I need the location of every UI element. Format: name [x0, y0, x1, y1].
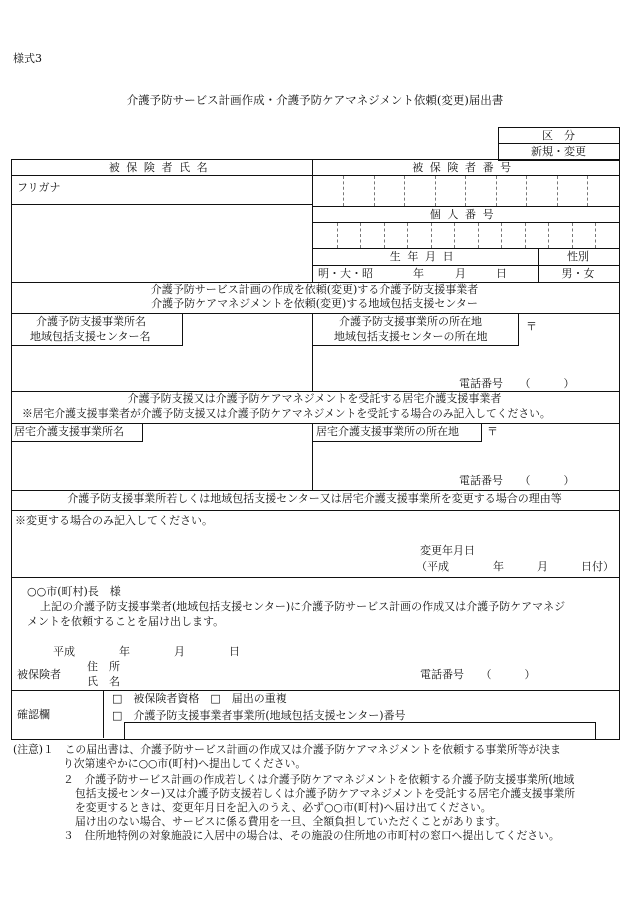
care-name-label: 居宅介護支援事業所名: [14, 425, 124, 438]
form-title: 介護予防サービス計画作成・介護予防ケアマネジメント依頼(変更)届出書: [126, 93, 504, 107]
office-number-boxes[interactable]: [124, 722, 596, 739]
provider-name-label-1: 介護予防支援事業所名: [36, 315, 146, 328]
name-label: 氏 名: [87, 675, 120, 688]
care-postal-mark: 〒: [487, 425, 498, 438]
note-2-line-2: 包括支援センター)又は介護予防支援若しくは介護予防ケアマネジメントを受託する居宅介護支援事業所: [75, 787, 576, 800]
form-number: 様式3: [13, 52, 42, 65]
confirm-label: 確認欄: [17, 708, 50, 721]
provider-phone[interactable]: 電話番号 （ ）: [459, 377, 575, 390]
insured-label: 被保険者: [17, 668, 61, 681]
provider-address-label-1: 介護予防支援事業所の所在地: [339, 315, 482, 328]
provider-postal-mark: 〒: [526, 320, 537, 333]
declaration-date[interactable]: 平成 年 月 日: [53, 645, 240, 658]
provider-heading-2: 介護予防ケアマネジメントを依頼(変更)する地域包括支援センター: [151, 297, 478, 310]
provider-name-label-2: 地域包括支援センター名: [30, 330, 151, 343]
gender-options[interactable]: 男・女: [561, 267, 595, 280]
insured-number-header: 被保険者番号: [412, 161, 518, 174]
addressee: ○○市(町村)長 様: [27, 585, 121, 598]
declarant-phone[interactable]: 電話番号 （ ）: [420, 668, 536, 681]
provider-address-field[interactable]: [314, 345, 617, 377]
birth-day-unit: 日: [496, 267, 507, 280]
care-name-field[interactable]: [12, 442, 310, 489]
kubun-value[interactable]: 新規・変更: [531, 145, 586, 158]
confirm-item-office-number[interactable]: □ 介護予防支援事業者事業所(地域包括支援センター)番号: [112, 709, 406, 722]
change-heading: 介護予防支援事業所若しくは地域包括支援センター又は居宅介護支援事業所を変更する場合の理由等: [67, 492, 562, 505]
care-heading-2: ※居宅介護支援事業者が介護予防支援又は介護予防ケアマネジメントを受託する場合のみ記入してください。: [22, 407, 551, 420]
care-address-label: 居宅介護支援事業所の所在地: [316, 425, 459, 438]
note-2-line-3: を変更するときは、変更年月日を記入のうえ、必ず○○市(町村)へ届け出てください。: [75, 801, 492, 814]
declaration-text-1: 上記の介護予防支援事業者(地域包括支援センター)に介護予防サービス計画の作成又は介護予防ケアマネジ: [40, 600, 566, 613]
birth-date-header: 生年月日: [389, 250, 461, 263]
care-heading-1: 介護予防支援又は介護予防ケアマネジメントを受託する居宅介護支援事業者: [127, 392, 502, 405]
insured-name-field[interactable]: [12, 205, 311, 281]
gender-header: 性別: [567, 250, 589, 263]
change-reason-field[interactable]: [12, 530, 617, 544]
birth-era-options[interactable]: 明・大・昭: [318, 267, 373, 280]
provider-heading-1: 介護予防サービス計画の作成を依頼(変更)する介護予防支援事業者: [150, 283, 479, 296]
insured-name-header: 被保険者氏名: [108, 161, 215, 174]
note-2-line-1: ２ 介護予防サービス計画の作成若しくは介護予防ケアマネジメントを依頼する介護予防支援事業所(地域: [63, 773, 575, 786]
note-3: ３ 住所地特例の対象施設に入居中の場合は、その施設の住所地の市町村の窓口へ提出してください。: [63, 829, 560, 842]
my-number-header: 個人番号: [429, 208, 501, 221]
confirm-item-qualification[interactable]: □ 被保険者資格 □ 届出の重複: [112, 692, 287, 705]
note-2-line-4: 届け出のない場合、サービスに係る費用を一旦、全額負担していただくことがあります。: [75, 815, 507, 828]
provider-name-field[interactable]: [12, 345, 310, 390]
care-address-field[interactable]: [314, 442, 617, 472]
provider-address-label-2: 地域包括支援センターの所在地: [334, 330, 488, 343]
declarant-name-field[interactable]: [130, 674, 410, 688]
furigana-label: フリガナ: [17, 181, 61, 194]
birth-month-unit: 月: [455, 267, 466, 280]
kubun-header: 区 分: [542, 129, 575, 142]
change-date-label: 変更年月日: [420, 544, 475, 557]
declaration-text-2: メントを依頼することを届け出します。: [27, 615, 225, 628]
note-1-line-1: (注意)１ この届出書は、介護予防サービス計画の作成又は介護予防ケアマネジメントを依頼する事業所等が決ま: [13, 743, 561, 756]
birth-year-unit: 年: [413, 267, 424, 280]
address-label: 住 所: [87, 660, 120, 673]
declarant-address-field[interactable]: [130, 659, 410, 673]
change-date-field[interactable]: （平成 年 月 日付）: [416, 560, 614, 573]
care-phone[interactable]: 電話番号 （ ）: [459, 474, 575, 487]
note-1-line-2: り次第速やかに○○市(町村)へ提出してください。: [63, 757, 307, 770]
change-note: ※変更する場合のみ記入してください。: [15, 514, 213, 527]
